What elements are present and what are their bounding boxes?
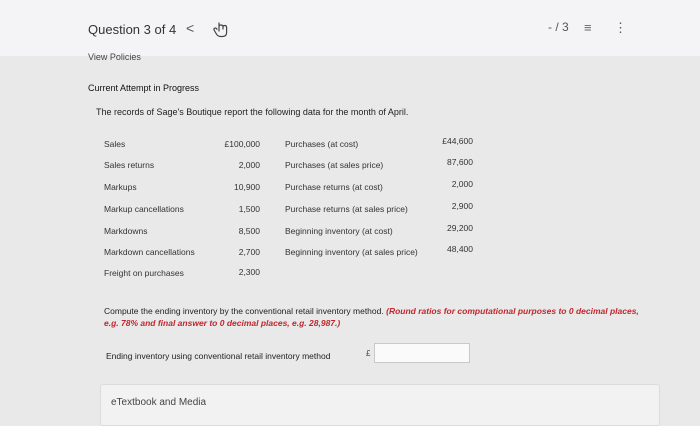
left-row-value: 1,500 bbox=[238, 204, 260, 214]
left-row-label: Markup cancellations bbox=[104, 204, 184, 214]
left-row-value: 2,700 bbox=[238, 247, 260, 257]
left-row-value: 10,900 bbox=[234, 182, 260, 192]
left-row-value: 2,300 bbox=[238, 267, 260, 277]
view-policies-link[interactable]: View Policies bbox=[88, 52, 141, 62]
left-row-label: Sales bbox=[104, 139, 126, 149]
right-row-value: 29,200 bbox=[447, 223, 473, 233]
instruction-text: Compute the ending inventory by the conventional retail inventory method. bbox=[104, 306, 384, 316]
etextbook-panel[interactable] bbox=[100, 384, 660, 426]
right-row-label: Purchases (at sales price) bbox=[285, 160, 384, 170]
right-row-label: Beginning inventory (at sales price) bbox=[285, 247, 418, 257]
right-row-value: 2,900 bbox=[451, 201, 473, 211]
more-options-icon[interactable]: ⋮ bbox=[614, 20, 627, 35]
score-display: - / 3 bbox=[548, 20, 569, 34]
problem-intro: The records of Sage's Boutique report the following data for the month of April. bbox=[96, 107, 409, 117]
left-row-label: Sales returns bbox=[104, 160, 155, 170]
right-row-label: Beginning inventory (at cost) bbox=[285, 226, 393, 236]
right-row-value: 87,600 bbox=[447, 157, 473, 167]
currency-symbol: £ bbox=[366, 349, 371, 358]
right-row-value: 48,400 bbox=[447, 244, 473, 254]
left-row-value: 8,500 bbox=[238, 226, 260, 236]
right-row-label: Purchase returns (at sales price) bbox=[285, 204, 408, 214]
ending-inventory-input[interactable] bbox=[374, 343, 470, 363]
etextbook-label: eTextbook and Media bbox=[111, 397, 207, 408]
instructions bbox=[104, 305, 644, 329]
question-label: Question 3 of 4 bbox=[88, 22, 177, 37]
attempt-status: Current Attempt in Progress bbox=[88, 83, 200, 93]
left-row-value: £100,000 bbox=[224, 139, 260, 149]
previous-question-icon[interactable]: < bbox=[186, 20, 195, 36]
left-row-label: Markups bbox=[104, 182, 137, 192]
rounding-note: (Round ratios for computational purposes to 0 decimal places, e.g. 78% and final answer to 0 decimal places, e.g. 28,987.) bbox=[104, 306, 639, 328]
question-list-icon[interactable]: ≡ bbox=[584, 20, 592, 35]
left-row-label: Markdowns bbox=[104, 226, 148, 236]
right-row-label: Purchases (at cost) bbox=[285, 139, 359, 149]
right-row-value: £44,600 bbox=[442, 136, 473, 146]
right-row-value: 2,000 bbox=[451, 179, 473, 189]
left-row-label: Freight on purchases bbox=[104, 268, 184, 278]
answer-label: Ending inventory using conventional retail inventory method bbox=[106, 351, 331, 361]
left-row-label: Markdown cancellations bbox=[104, 247, 195, 257]
left-row-value: 2,000 bbox=[238, 160, 260, 170]
right-row-label: Purchase returns (at cost) bbox=[285, 182, 383, 192]
